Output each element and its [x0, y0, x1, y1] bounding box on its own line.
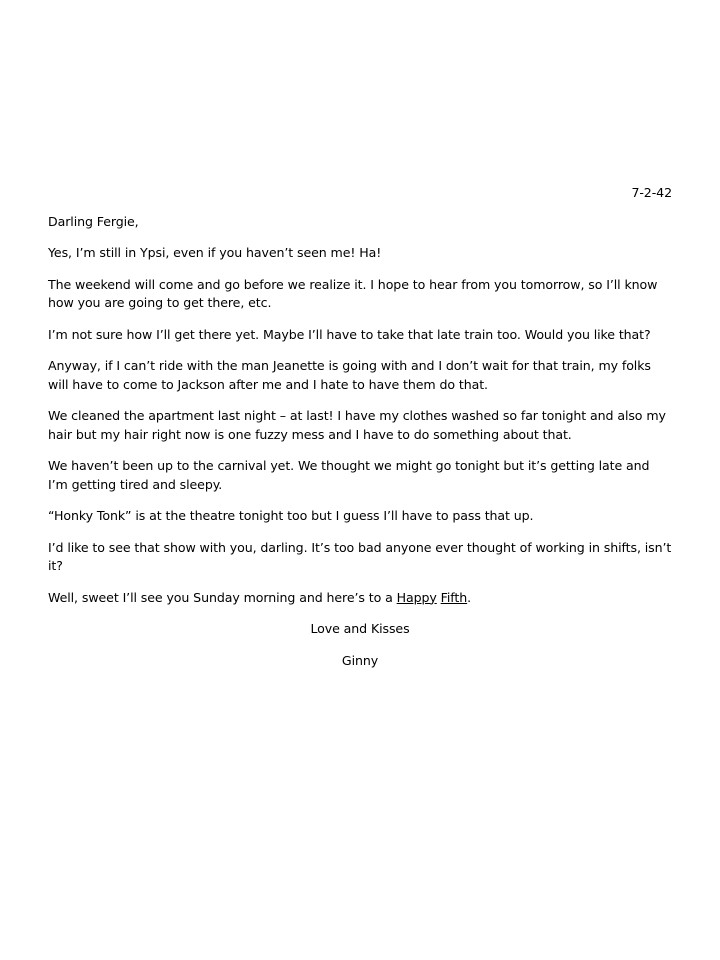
letter-date: 7-2-42 — [631, 185, 672, 200]
letter-closing: Love and Kisses — [310, 621, 410, 636]
letter-paragraph-6: We haven’t been up to the carnival yet. We thought we might go tonight but it’s getting late and I’m getting tired and sleepy. — [48, 458, 650, 492]
letter-paragraph-1: Yes, I’m still in Ypsi, even if you haven’t seen me! Ha! — [48, 245, 382, 260]
letter-paragraph-7: “Honky Tonk” is at the theatre tonight too but I guess I’ll have to pass that up. — [48, 508, 534, 523]
final-text-before: Well, sweet I’ll see you Sunday morning and here’s to a — [48, 589, 397, 605]
final-text-after: . — [467, 589, 472, 605]
letter-paragraph-4: Anyway, if I can’t ride with the man Jeanette is going with and I don’t wait for that train, my folks will have to come to Jackson after me and I hate to have them do that. — [48, 358, 651, 392]
letter-signature: Ginny — [341, 652, 379, 668]
letter-paragraph-3: I’m not sure how I’ll get there yet. Maybe I’ll have to take that late train too. Would you like that? — [48, 326, 651, 342]
letter-paragraph-2: The weekend will come and go before we realize it. I hope to hear from you tomorrow, so I’ll know how you are going to get there, etc. — [48, 276, 658, 310]
letter-paragraph-final — [48, 589, 672, 608]
letter-body — [48, 184, 672, 670]
underlined-word-happy: Happy — [396, 589, 437, 605]
letter-salutation: Darling Fergie, — [48, 213, 139, 229]
letter-paragraph-8: I’d like to see that show with you, darling. It’s too bad anyone ever thought of working in shifts, isn’t it? — [48, 539, 672, 573]
underlined-word-fifth: Fifth — [440, 589, 468, 605]
letter-paragraph-5: We cleaned the apartment last night – at last! I have my clothes washed so far tonight and also my hair but my hair right now is one fuzzy mess and I have to do something about that. — [48, 408, 666, 442]
